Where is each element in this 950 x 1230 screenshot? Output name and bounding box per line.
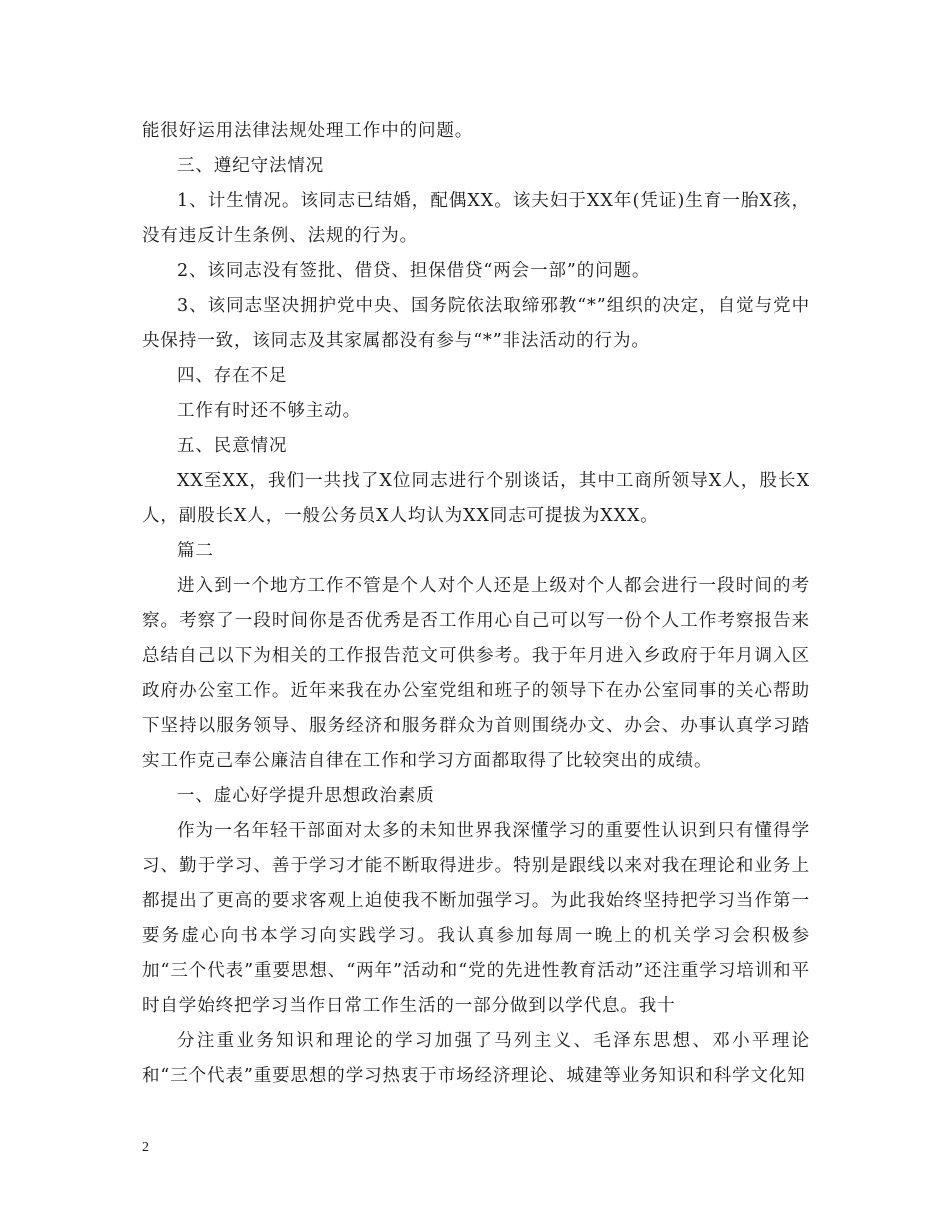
section-heading: 五、民意情况: [177, 436, 288, 456]
paragraph: 3、该同志坚决拥护党中央、国务院依法取缔邪教“*”组织的决定，自觉与党中央保持一致，该同志及其家属都没有参与“*”非法活动的行为。: [142, 296, 810, 351]
document-body: [142, 114, 810, 1094]
paragraph: 分注重业务知识和理论的学习加强了马列主义、毛泽东思想、邓小平理论和“三个代表”重要思想的学习热衷于市场经济理论、城建等业务知识和科学文化知: [142, 1031, 810, 1086]
paragraph: 能很好运用法律法规处理工作中的问题。: [142, 121, 474, 141]
page-number: 2: [142, 1140, 149, 1155]
paragraph: 作为一名年轻干部面对太多的未知世界我深懂学习的重要性认识到只有懂得学习、勤于学习、善于学习才能不断取得进步。特别是跟线以来对我在理论和业务上都提出了更高的要求客观上迫使我不断加强学习。为此我始终坚持把学习当作第一要务虚心向书本学习向实践学习。我认真参加每周一晚上的机关学习会积极参加“三个代表”重要思想、“两年”活动和“党的先进性教育活动”还注重学习培训和平时自学始终把学习当作日常工作生活的一部分做到以学代息。我十: [142, 821, 810, 1016]
paragraph: 1、计生情况。该同志已结婚，配偶XX。该夫妇于XX年(凭证)生育一胎X孩，没有违反计生条例、法规的行为。: [142, 191, 810, 246]
section-heading: 一、虚心好学提升思想政治素质: [177, 786, 435, 806]
paragraph: 进入到一个地方工作不管是个人对个人还是上级对个人都会进行一段时间的考察。考察了一段时间你是否优秀是否工作用心自己可以写一份个人工作考察报告来总结自己以下为相关的工作报告范文可供参考。我于年月进入乡政府于年月调入区政府办公室工作。近年来我在办公室党组和班子的领导下在办公室同事的关心帮助下坚持以服务领导、服务经济和服务群众为首则围绕办文、办会、办事认真学习踏实工作克己奉公廉洁自律在工作和学习方面都取得了比较突出的成绩。: [142, 576, 810, 771]
section-heading: 篇二: [177, 541, 214, 561]
section-heading: 四、存在不足: [177, 366, 288, 386]
paragraph: 2、该同志没有签批、借贷、担保借贷“两会一部”的问题。: [177, 261, 651, 281]
paragraph: XX至XX，我们一共找了X位同志进行个别谈话，其中工商所领导X人，股长X人，副股长X人，一般公务员X人均认为XX同志可提拔为XXX。: [142, 471, 810, 526]
section-heading: 三、遵纪守法情况: [177, 156, 325, 176]
paragraph: 工作有时还不够主动。: [177, 401, 361, 421]
